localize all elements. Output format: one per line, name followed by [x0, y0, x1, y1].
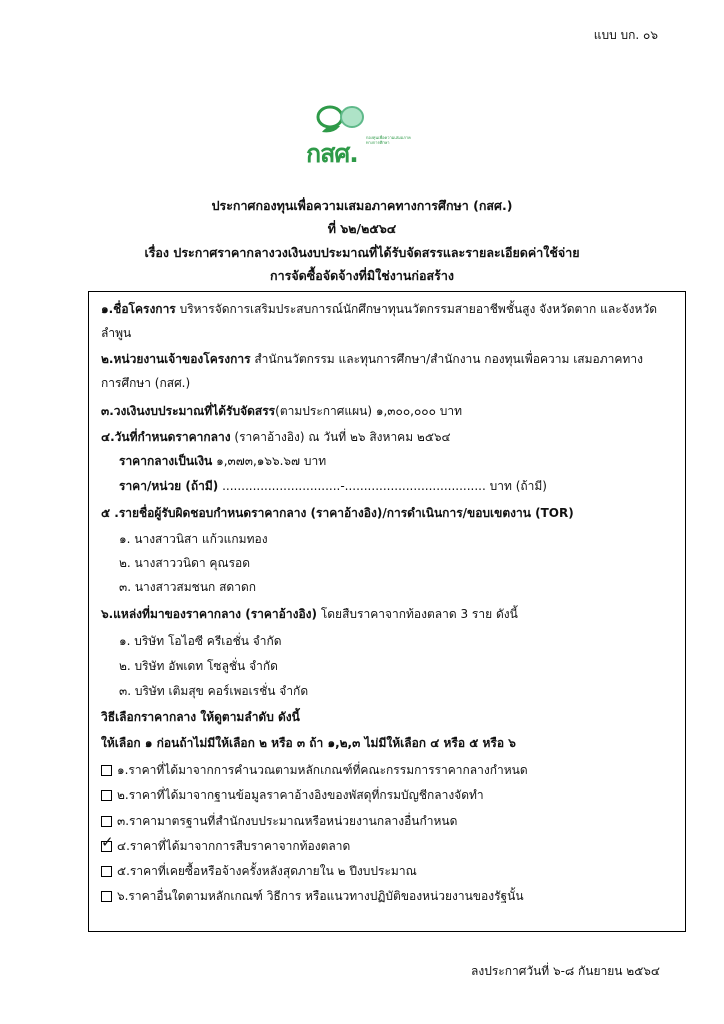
- item-1-text: บริหารจัดการเสริมประสบการณ์นักศึกษาทุนนวัตกรรมสายอาชีพชั้นสูง จังหวัดตาก และจังหวัด: [175, 302, 657, 316]
- unit-price-value: ...............................-..................................... บาท (ถ้ามี): [218, 479, 547, 493]
- option-5-text: ๕.ราคาที่เคยซื้อหรือจ้างครั้งหลังสุดภายใน ๒ ปีงบประมาณ: [117, 864, 417, 878]
- details-box: [88, 291, 686, 932]
- item-4: [101, 428, 451, 447]
- option-3[interactable]: [101, 812, 457, 831]
- item-4-text: (ราคาอ้างอิง) ณ วันที่ ๒๖ สิงหาคม ๒๕๖๔: [230, 430, 451, 444]
- item-3-text: (ตามประกาศแผน) ๑,๓๐๐,๐๐๐ บาท: [275, 404, 463, 418]
- option-5[interactable]: [101, 862, 417, 881]
- logo-subtext: กองทุนเพื่อความเสมอภาคทางการศึกษา: [366, 135, 411, 145]
- checkbox-option-4[interactable]: [101, 833, 114, 852]
- checkbox-option-6[interactable]: [101, 891, 112, 902]
- method-instruction: ให้เลือก ๑ ก่อนถ้าไม่มีให้เลือก ๒ หรือ ๓ ถ้า ๑,๒,๓ ไม่มีให้เลือก ๔ หรือ ๕ หรือ ๖: [101, 736, 516, 750]
- option-1[interactable]: [101, 761, 528, 780]
- reference-price-label: ราคากลางเป็นเงิน: [119, 454, 213, 468]
- person-2: ๒. นางสาววนิดา คุณรอด: [119, 556, 251, 570]
- announcement-subject: เรื่อง ประกาศราคากลางวงเงินงบประมาณที่ได้รับจัดสรรและรายละเอียดค่าใช้จ่าย: [144, 245, 580, 260]
- announcement-title: ประกาศกองทุนเพื่อความเสมอภาคทางการศึกษา (กสศ.): [211, 198, 513, 213]
- method-title: วิธีเลือกราคากลาง ให้ดูตามลำดับ ดังนี้: [101, 710, 300, 724]
- option-1-text: ๑.ราคาที่ได้มาจากการคำนวณตามหลักเกณฑ์ที่คณะกรรมการราคากลางกำหนด: [117, 763, 528, 777]
- item-4-label: ๔.วันที่กำหนดราคากลาง: [101, 430, 231, 444]
- option-6[interactable]: [101, 887, 524, 906]
- agency-logo: [302, 104, 420, 166]
- item-5-label: ๕ .รายชื่อผู้รับผิดชอบกำหนดราคากลาง (ราคาอ้างอิง)/การดำเนินการ/ขอบเขตงาน (TOR): [101, 506, 574, 520]
- item-1: [101, 300, 657, 319]
- company-2: ๒. บริษัท อัพเดท โซลูชั่น จำกัด: [119, 659, 278, 673]
- unit-price: [119, 477, 547, 496]
- item-1-label: ๑.ชื่อโครงการ: [101, 302, 176, 316]
- option-3-text: ๓.ราคามาตรฐานที่สำนักงบประมาณหรือหน่วยงานกลางอื่นกำหนด: [117, 814, 458, 828]
- form-code: แบบ บก. ๐๖: [593, 28, 658, 42]
- item-2: [101, 350, 643, 369]
- item-2-text: สำนักนวัตกรรม และทุนการศึกษา/สำนักงาน กองทุนเพื่อความ เสมอภาคทาง: [250, 352, 643, 366]
- item-6: [101, 605, 518, 624]
- checkbox-option-1[interactable]: [101, 765, 112, 776]
- item-6-text: โดยสืบราคาจากท้องตลาด 3 ราย ดังนี้: [317, 607, 518, 621]
- option-4[interactable]: [101, 833, 351, 856]
- item-2-label: ๒.หน่วยงานเจ้าของโครงการ: [101, 352, 251, 366]
- posting-date: ลงประกาศวันที่ ๖-๘ กันยายน ๒๕๖๔: [470, 964, 660, 978]
- checkbox-option-2[interactable]: [101, 790, 112, 801]
- person-3: ๓. นางสาวสมชนก สดาดก: [119, 580, 257, 594]
- announcement-number: ที่ ๖๒/๒๕๖๔: [327, 221, 397, 236]
- option-4-text: ๔.ราคาที่ได้มาจากการสืบราคาจากท้องตลาด: [117, 839, 351, 853]
- item-6-label: ๖.แหล่งที่มาของราคากลาง (ราคาอ้างอิง): [101, 607, 317, 621]
- option-2-text: ๒.ราคาที่ได้มาจากฐานข้อมูลราคาอ้างอิงของพัสดุที่กรมบัญชีกลางจัดทำ: [117, 788, 484, 802]
- item-3-label: ๓.วงเงินงบประมาณที่ได้รับจัดสรร: [101, 404, 276, 418]
- company-1: ๑. บริษัท โอไอซี ครีเอชั่น จำกัด: [119, 634, 282, 648]
- checkmark-icon: ✓: [101, 833, 114, 851]
- logo-wordmark: กสศ.: [306, 139, 358, 168]
- announcement-subject-2: การจัดซื้อจัดจ้างที่มิใช่งานก่อสร้าง: [270, 268, 454, 283]
- item-3: [101, 402, 462, 421]
- option-6-text: ๖.ราคาอื่นใดตามหลักเกณฑ์ วิธีการ หรือแนวทางปฏิบัติของหน่วยงานของรัฐนั้น: [117, 889, 524, 903]
- checkbox-option-5[interactable]: [101, 866, 112, 877]
- unit-price-label: ราคา/หน่วย (ถ้ามี): [119, 479, 219, 493]
- option-2[interactable]: [101, 786, 484, 805]
- reference-price: [119, 452, 326, 471]
- company-3: ๓. บริษัท เติมสุข คอร์เพอเรชั่น จำกัด: [119, 684, 309, 698]
- checkbox-option-3[interactable]: [101, 816, 112, 827]
- item-2-cont: การศึกษา (กสศ.): [101, 376, 191, 390]
- item-1-cont: ลำพูน: [101, 326, 132, 340]
- reference-price-value: ๑,๓๗๓,๑๖๖.๖๗ บาท: [212, 454, 327, 468]
- person-1: ๑. นางสาวนิสา แก้วแกมทอง: [119, 532, 268, 546]
